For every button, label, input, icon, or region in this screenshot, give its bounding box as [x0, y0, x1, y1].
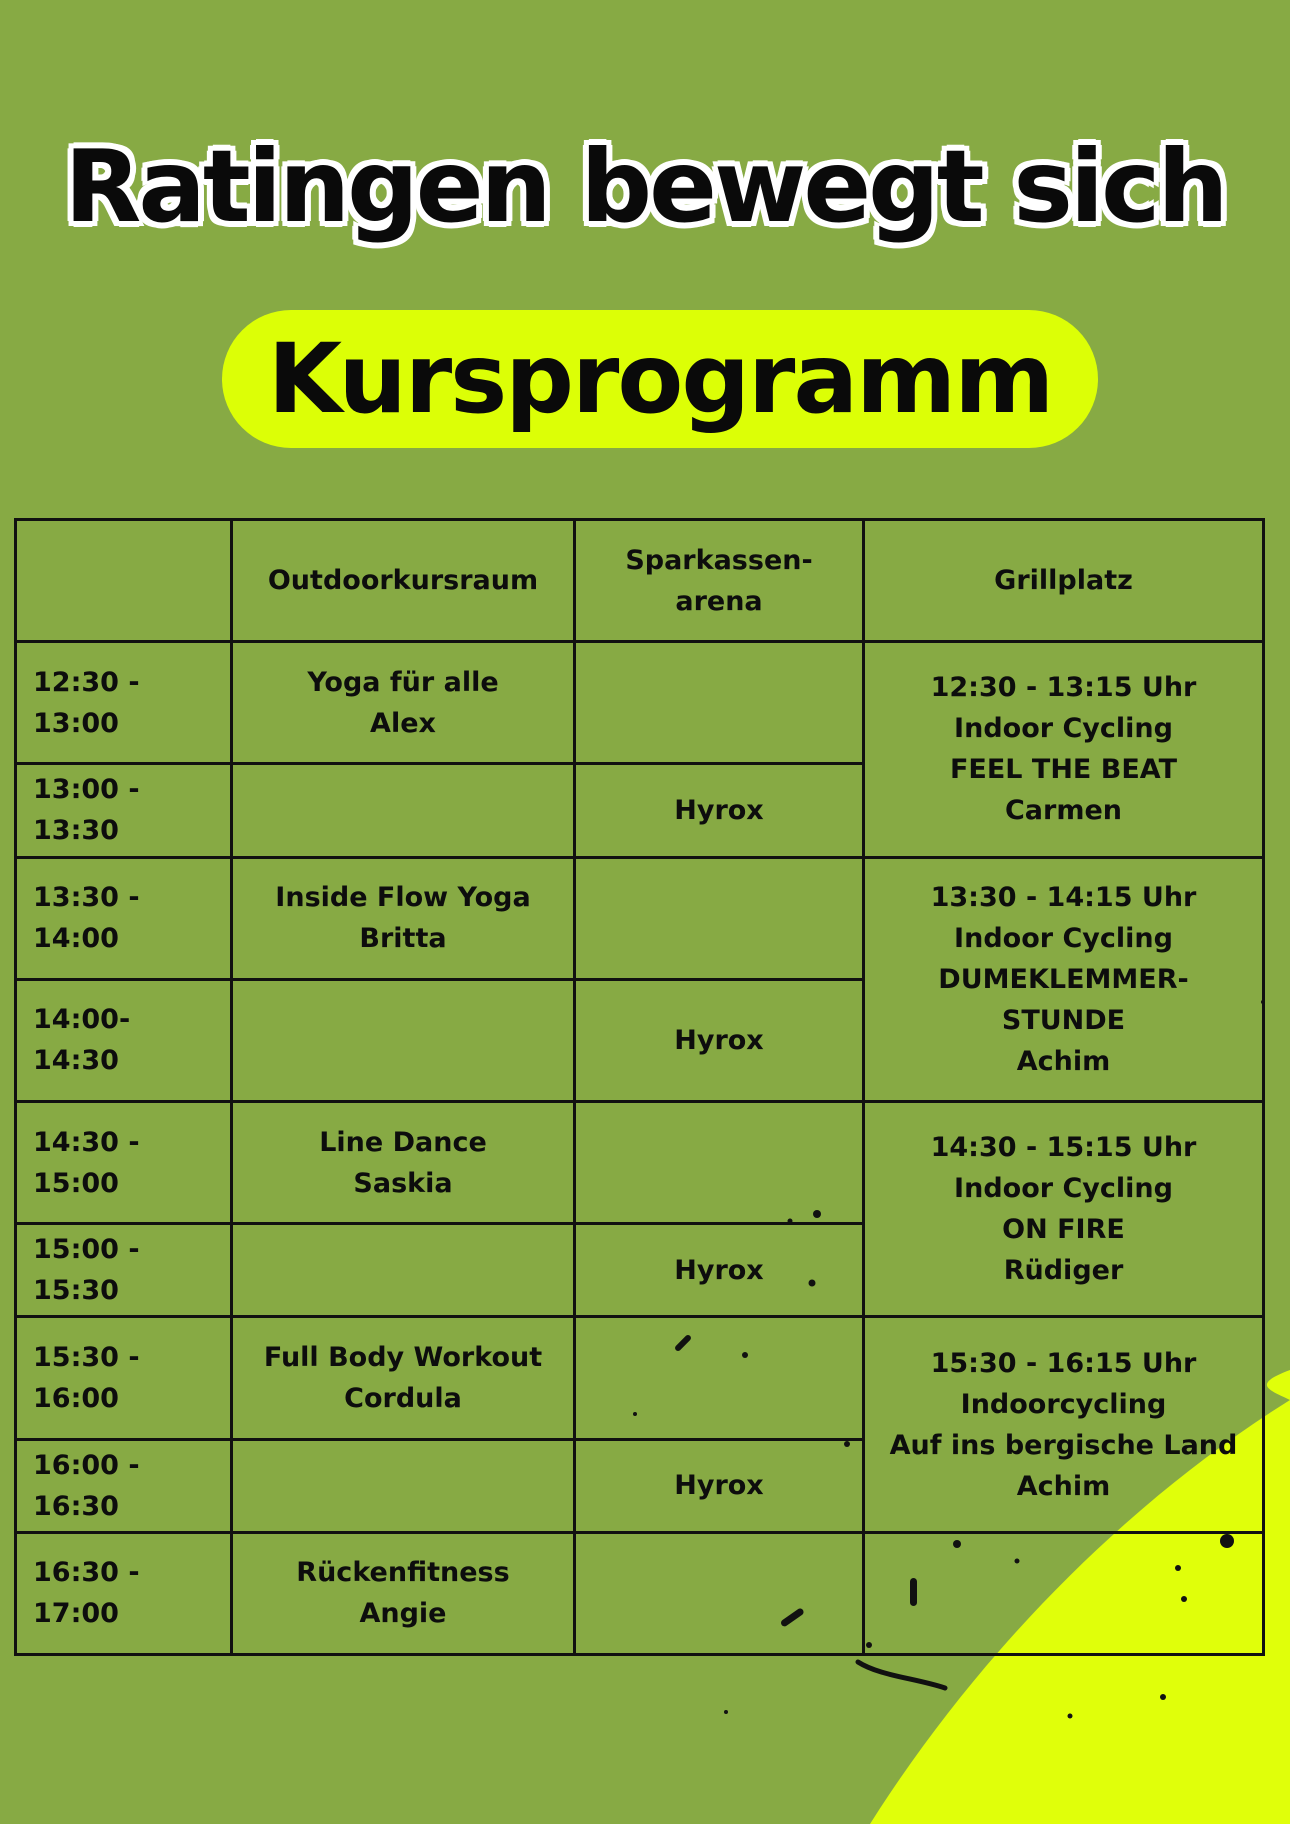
course-title: FEEL THE BEAT	[949, 754, 1178, 786]
course-name: Inside Flow Yoga	[275, 882, 531, 914]
outdoor-course	[232, 642, 575, 764]
course-name: Line Dance	[319, 1126, 487, 1158]
course-name: Indoorcycling	[960, 1388, 1167, 1420]
time-slot: 14:30 - 15:00	[16, 1101, 232, 1223]
arena-course: Hyrox	[575, 764, 864, 857]
arena-course: Hyrox	[575, 1224, 864, 1317]
table-row	[16, 642, 1264, 764]
grill-course	[864, 857, 1264, 1101]
outdoor-course	[232, 857, 575, 979]
outdoor-course	[232, 1439, 575, 1532]
course-trainer: Cordula	[344, 1382, 462, 1414]
subtitle-badge	[222, 310, 1098, 448]
course-time: 12:30 - 13:15 Uhr	[930, 672, 1197, 704]
grill-course	[864, 1532, 1264, 1654]
course-name: Rückenfitness	[296, 1557, 510, 1589]
course-name: Indoor Cycling	[954, 713, 1173, 745]
subtitle-text: Kursprogramm	[267, 323, 1053, 435]
course-title: Auf ins bergische Land	[889, 1429, 1238, 1461]
page-title: Ratingen bewegt sich	[64, 128, 1226, 245]
arena-course	[575, 1532, 864, 1654]
table-row	[16, 1317, 1264, 1439]
time-slot: 12:30 - 13:00	[16, 642, 232, 764]
arena-course	[575, 642, 864, 764]
course-title: DUMEKLEMMER-	[938, 963, 1189, 995]
table-row	[16, 857, 1264, 979]
header-sparkassenarena	[575, 520, 864, 642]
outdoor-course	[232, 764, 575, 857]
arena-course: Hyrox	[575, 1439, 864, 1532]
course-trainer: Britta	[359, 923, 447, 955]
course-name: Full Body Workout	[263, 1341, 543, 1373]
course-title: STUNDE	[1001, 1004, 1126, 1036]
table-row	[16, 1101, 1264, 1223]
course-time: 14:30 - 15:15 Uhr	[930, 1132, 1197, 1164]
header-line: Sparkassen-	[625, 544, 813, 576]
course-trainer: Rüdiger	[1003, 1255, 1124, 1287]
course-name: Indoor Cycling	[954, 922, 1173, 954]
header-outdoorkursraum: Outdoorkursraum	[232, 520, 575, 642]
header-grillplatz: Grillplatz	[864, 520, 1264, 642]
time-slot: 15:00 - 15:30	[16, 1224, 232, 1317]
course-trainer: Saskia	[353, 1167, 453, 1199]
course-name: Yoga für alle	[307, 666, 499, 698]
time-slot: 15:30 - 16:00	[16, 1317, 232, 1439]
table-row	[16, 1532, 1264, 1654]
grill-course	[864, 1101, 1264, 1316]
course-title: ON FIRE	[1002, 1214, 1125, 1246]
course-name: Indoor Cycling	[954, 1173, 1173, 1205]
course-time: 13:30 - 14:15 Uhr	[930, 881, 1197, 913]
schedule-table	[14, 518, 1265, 1656]
yellow-swoosh-upper	[1267, 1370, 1290, 1400]
course-trainer: Angie	[359, 1598, 447, 1630]
outdoor-course	[232, 1532, 575, 1654]
time-slot: 13:30 - 14:00	[16, 857, 232, 979]
time-slot: 13:00 - 13:30	[16, 764, 232, 857]
arena-course	[575, 1101, 864, 1223]
arena-course: Hyrox	[575, 979, 864, 1101]
course-trainer: Achim	[1016, 1045, 1111, 1077]
arena-course	[575, 857, 864, 979]
time-slot: 14:00- 14:30	[16, 979, 232, 1101]
outdoor-course	[232, 1317, 575, 1439]
course-trainer: Carmen	[1004, 795, 1123, 827]
table-header-row	[16, 520, 1264, 642]
outdoor-course	[232, 1224, 575, 1317]
grill-course	[864, 1317, 1264, 1532]
arena-course	[575, 1317, 864, 1439]
course-trainer: Achim	[1016, 1470, 1111, 1502]
course-time: 15:30 - 16:15 Uhr	[930, 1347, 1197, 1379]
grill-course	[864, 642, 1264, 857]
course-trainer: Alex	[370, 707, 436, 739]
outdoor-course	[232, 979, 575, 1101]
header-empty	[16, 520, 232, 642]
outdoor-course	[232, 1101, 575, 1223]
header-line: arena	[675, 585, 763, 617]
time-slot: 16:30 - 17:00	[16, 1532, 232, 1654]
time-slot: 16:00 - 16:30	[16, 1439, 232, 1532]
